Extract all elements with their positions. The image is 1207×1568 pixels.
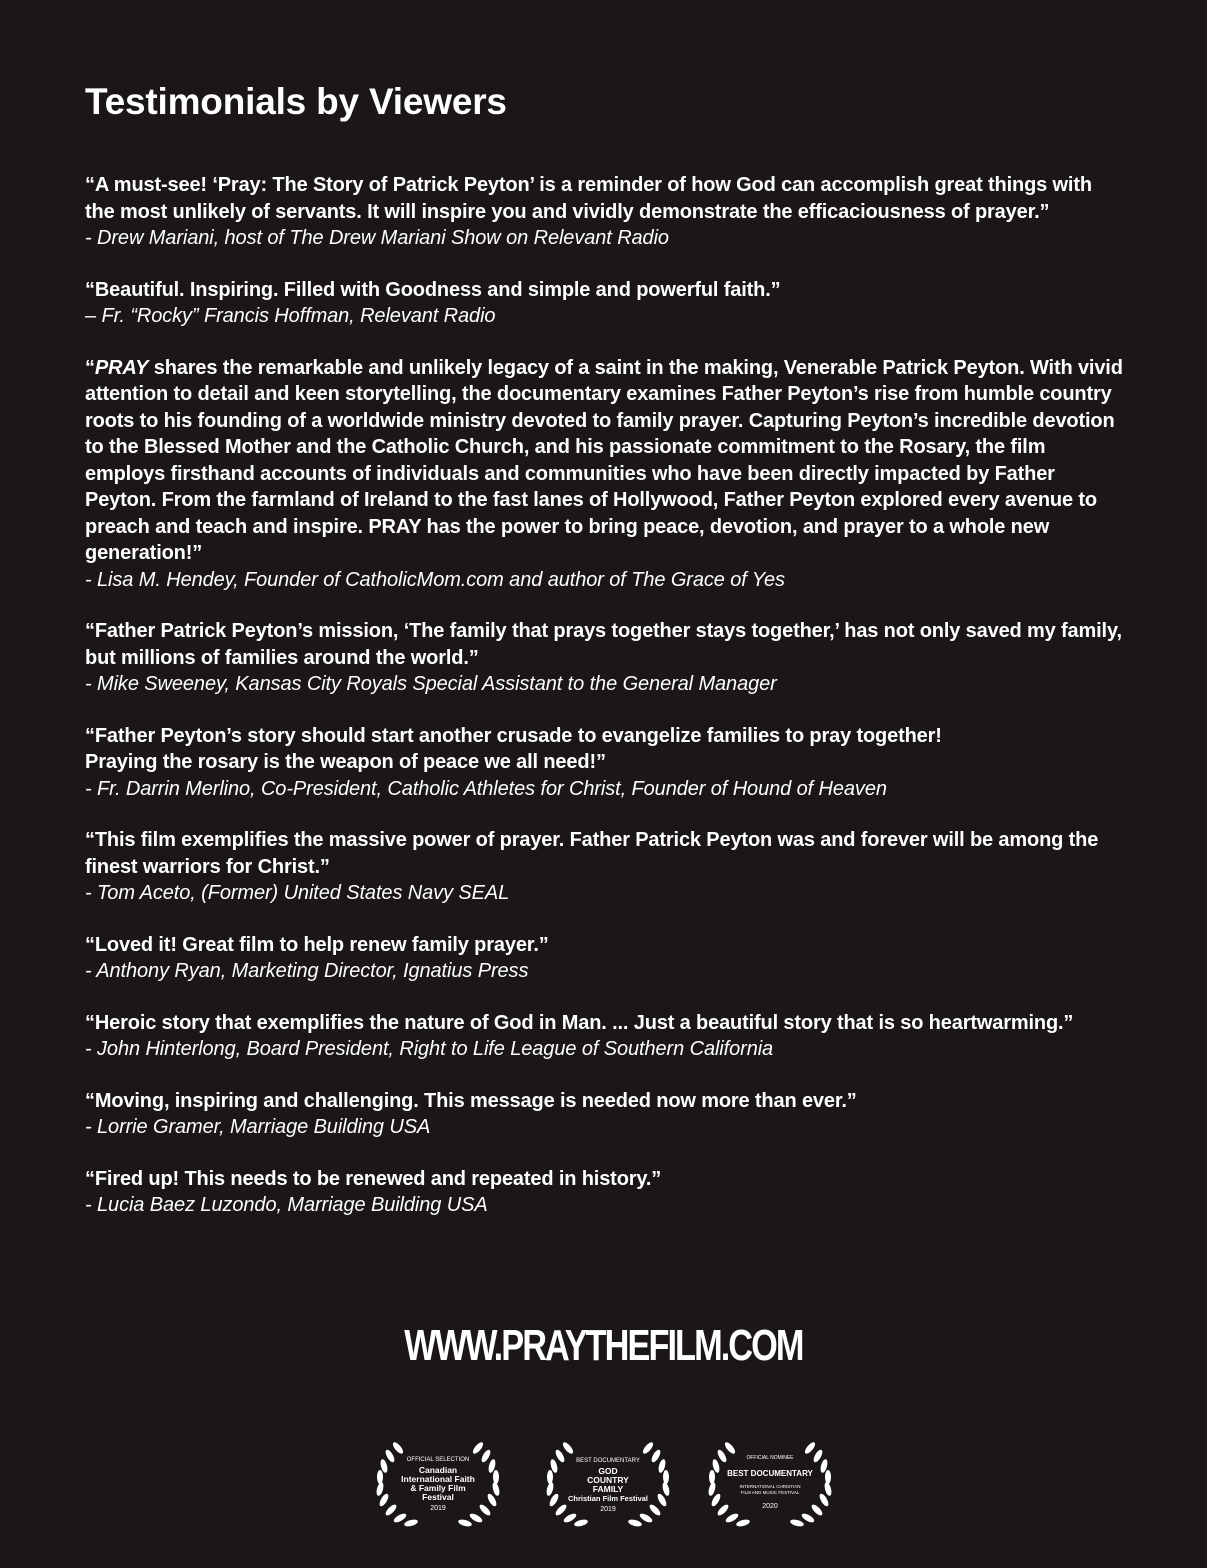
laurel-year: 2019: [430, 1505, 446, 1512]
testimonial-item: [85, 932, 1125, 985]
testimonial-item: [85, 172, 1125, 252]
testimonial-attribution: - Lisa M. Hendey, Founder of CatholicMom.com and author of The Grace of Yes: [85, 568, 785, 591]
laurel-title-line: & Family Film: [410, 1483, 466, 1493]
page-title: Testimonials by Viewers: [85, 81, 507, 122]
testimonial-list: [85, 172, 1125, 1219]
testimonials-page: [85, 78, 1125, 1244]
laurel-top-label: OFFICIAL NOMINEE: [746, 1455, 794, 1461]
testimonial-quote: “Loved it! Great film to help renew family prayer.”: [85, 933, 549, 956]
testimonial-item: [85, 827, 1125, 907]
testimonial-item: [85, 1088, 1125, 1141]
quote-line-1: “Father Peyton’s story should start another crusade to evangelize families to pray together!: [85, 724, 942, 747]
testimonial-item: [85, 1166, 1125, 1219]
testimonial-item: [85, 1010, 1125, 1063]
laurel-title-line: COUNTRY: [587, 1475, 629, 1485]
laurel-badge: [538, 1436, 678, 1532]
testimonial-item: [85, 277, 1125, 330]
testimonial-quote: “Beautiful. Inspiring. Filled with Goodness and simple and powerful faith.”: [85, 278, 781, 301]
testimonial-attribution: - Lucia Baez Luzondo, Marriage Building USA: [85, 1194, 488, 1216]
testimonial-attribution: - Tom Aceto, (Former) United States Navy SEAL: [85, 882, 510, 904]
testimonial-attribution: - Drew Mariani, host of The Drew Mariani Show on Relevant Radio: [85, 227, 669, 249]
testimonial-quote: “Heroic story that exemplifies the nature of God in Man. ... Just a beautiful story that is so heartwarming.”: [85, 1011, 1074, 1034]
testimonial-quote: “Father Patrick Peyton’s mission, ‘The family that prays together stays together,’ has not only saved my family, but millions of families around the world.”: [85, 620, 1122, 669]
laurel-title-line: Festival: [422, 1492, 454, 1502]
laurel-title-line: FAMILY: [592, 1484, 624, 1494]
laurel-badge: [700, 1436, 840, 1532]
laurel-badge: [368, 1436, 508, 1532]
testimonial-attribution: - Lorrie Gramer, Marriage Building USA: [85, 1116, 431, 1138]
testimonial-attribution: - Fr. Darrin Merlino, Co-President, Catholic Athletes for Christ, Founder of Hound of Heaven: [85, 777, 887, 800]
laurel-year: 2020: [762, 1503, 778, 1510]
testimonial-quote: “A must-see! ‘Pray: The Story of Patrick Peyton’ is a reminder of how God can accomplish great things with the most unlikely of servants. It will inspire you and vividly demonstrate the efficaciousness of prayer.”: [85, 174, 1092, 223]
testimonial-item: [85, 355, 1125, 594]
laurel-title-line: BEST DOCUMENTARY: [727, 1469, 813, 1478]
laurel-title-line: Canadian: [418, 1465, 458, 1475]
website-url[interactable]: WWW.PRAYTHEFILM.COM: [404, 1321, 803, 1370]
quote-body: shares the remarkable and unlikely legacy of a saint in the making, Venerable Patrick Peyton. With vivid attention to detail and keen storytelling, the documentary examines Father Peyton’s rise from humble country roots to his founding of a worldwide ministry devoted to family prayer. Capturing Peyton’s incredible devotion to the Blessed Mother and the Catholic Church, and his passionate commitment to the Rosary, the film employs firsthand accounts of individuals and communities who have been directly impacted by Father Peyton. From the farmland of Ireland to the fast lanes of Hollywood, Father Peyton explored every avenue to preach and teach and inspire. PRAY has the power to bring peace, devotion, and prayer to a whole new generation!”: [85, 356, 1123, 564]
testimonial-item: [85, 723, 1125, 803]
testimonial-attribution: – Fr. “Rocky” Francis Hoffman, Relevant Radio: [85, 305, 496, 327]
testimonial-quote: [85, 723, 1125, 776]
film-title-emphasis: PRAY: [94, 356, 149, 379]
award-laurels: [0, 1436, 1207, 1536]
testimonial-quote: “Fired up! This needs to be renewed and repeated in history.”: [85, 1167, 662, 1190]
testimonial-item: [85, 618, 1125, 698]
laurel-subtitle: INTERNATIONAL CHRISTIAN FILM AND MUSIC FESTIVAL: [739, 1484, 801, 1495]
laurel-title-line: Christian Film Festival: [567, 1494, 649, 1503]
quote-line-2: Praying the rosary is the weapon of peace we all need!”: [85, 751, 606, 773]
laurel-top-label: BEST DOCUMENTARY: [576, 1458, 640, 1464]
laurel-title-line: International Faith: [401, 1474, 475, 1484]
laurel-top-label: OFFICIAL SELECTION: [406, 1457, 470, 1463]
laurel-year: 2019: [600, 1506, 616, 1513]
testimonial-quote: “Moving, inspiring and challenging. This message is needed now more than ever.”: [85, 1089, 857, 1112]
testimonial-attribution: - Mike Sweeney, Kansas City Royals Special Assistant to the General Manager: [85, 673, 777, 695]
testimonial-quote: “This film exemplifies the massive power of prayer. Father Patrick Peyton was and forever will be among the finest warriors for Christ.”: [85, 829, 1099, 878]
quote-open-mark: “: [85, 356, 95, 379]
testimonial-attribution: - John Hinterlong, Board President, Right to Life League of Southern California: [85, 1038, 774, 1060]
testimonial-attribution: - Anthony Ryan, Marketing Director, Ignatius Press: [85, 960, 529, 982]
laurel-title-line: GOD: [598, 1466, 618, 1476]
testimonial-quote: [85, 355, 1125, 567]
